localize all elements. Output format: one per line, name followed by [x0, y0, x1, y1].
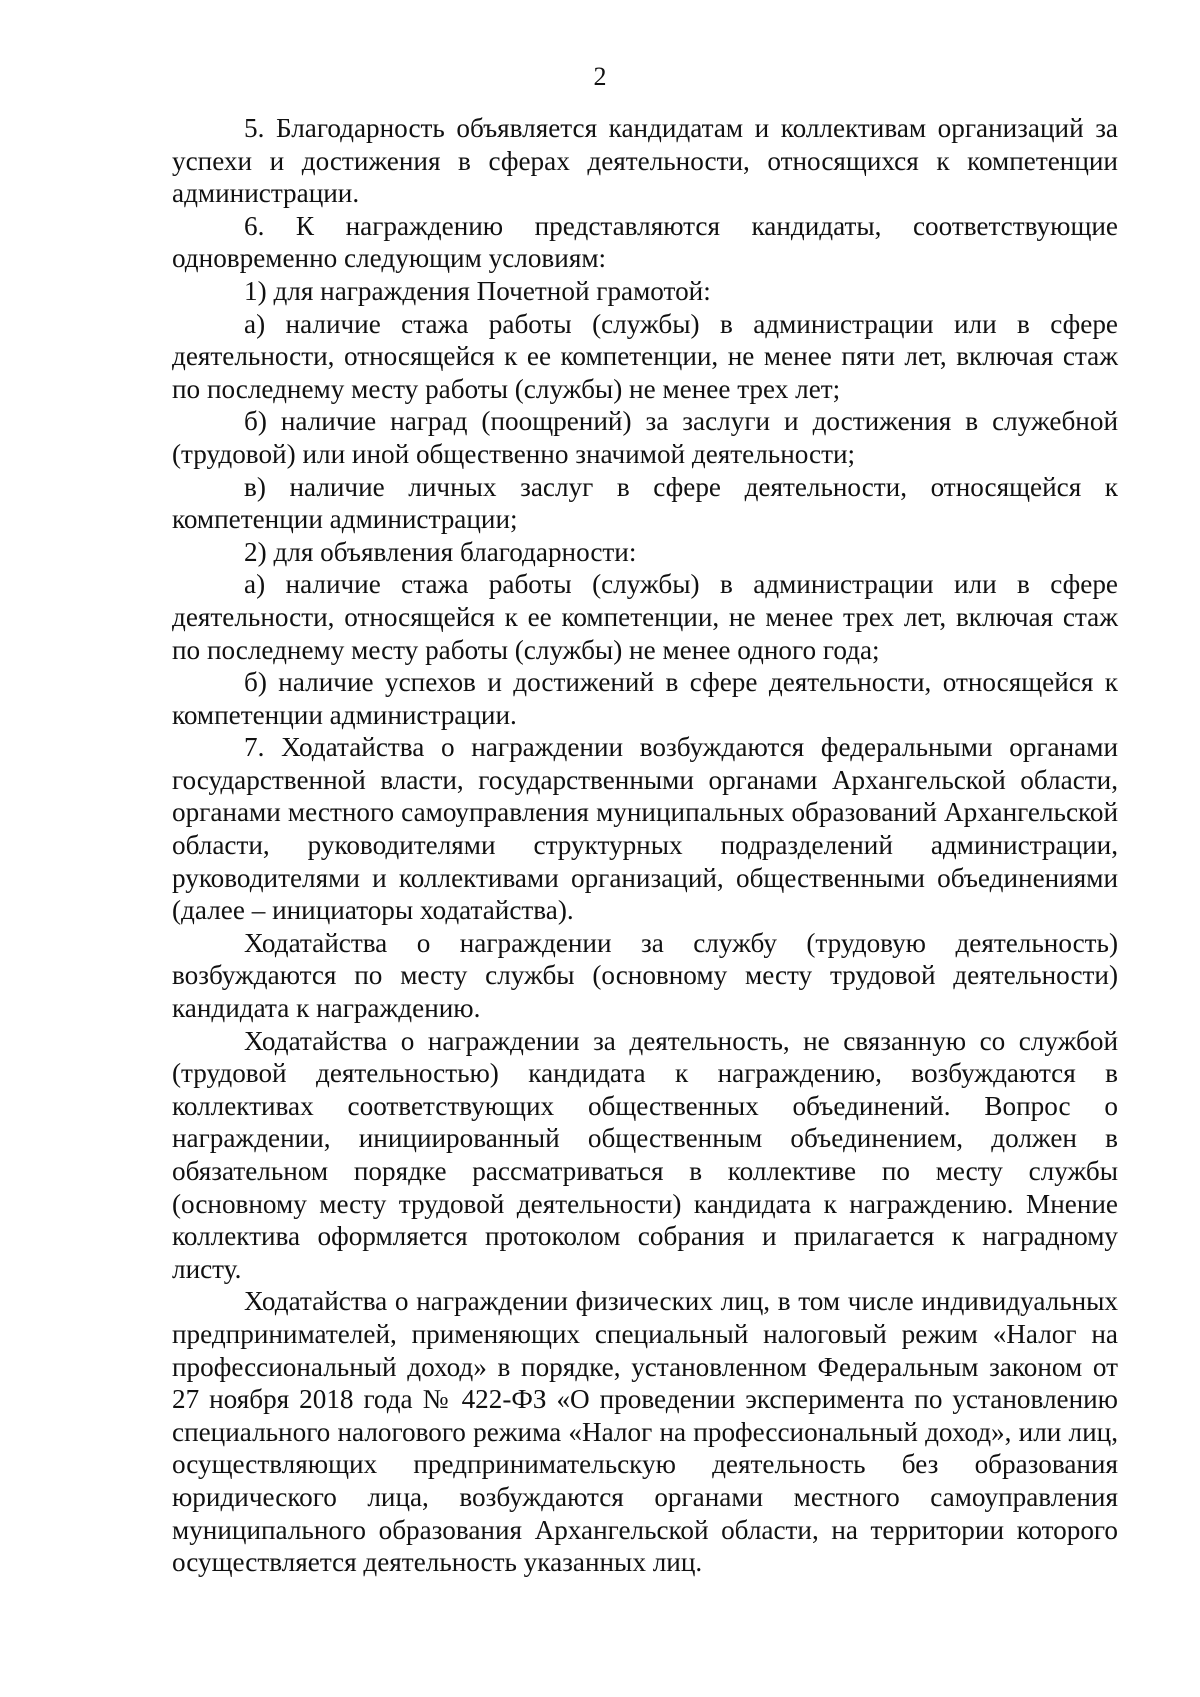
paragraph-7-service: Ходатайства о награждении за службу (трудовую деятельность) возбуждаются по месту службы (основному месту трудовой деятельности) кандидата к награждению.	[172, 927, 1118, 1024]
paragraph-7-public: Ходатайства о награждении за деятельность, не связанную со службой (трудовой деятельностью) кандидата к награждению, возбуждаются в коллективах соответствующих общественных объединений. Вопрос о награждении, инициированный общественным объединением, должен в обязательном порядке рассматриваться в коллективе по месту службы (основному месту трудовой деятельности) кандидата к награждению. Мнение коллектива оформляется протоколом собрания и прилагается к наградному листу.	[172, 1025, 1118, 1284]
paragraph-6-item-2a: а) наличие стажа работы (службы) в администрации или в сфере деятельности, относящейся к ее компетенции, не менее трех лет, включая стаж по последнему месту работы (службы) не менее одного года;	[172, 569, 1118, 665]
paragraph-6-item-1b: б) наличие наград (поощрений) за заслуги и достижения в служебной (трудовой) или иной общественно значимой деятельности;	[172, 406, 1118, 469]
paragraph-7: 7. Ходатайства о награждении возбуждаются федеральными органами государственной власти, государственными органами Архангельской области, органами местного самоуправления муниципальных образований Архангельской области, руководителями структурных подразделений администрации, руководителями и коллективами организаций, общественными объединениями (далее – инициаторы ходатайства).	[172, 732, 1118, 926]
paragraph-6-item-1: 1) для награждения Почетной грамотой:	[244, 275, 711, 306]
paragraph-6-item-2: 2) для объявления благодарности:	[244, 536, 637, 567]
page-number: 2	[593, 62, 607, 91]
paragraph-5: 5. Благодарность объявляется кандидатам и коллективам организаций за успехи и достижения в сферах деятельности, относящихся к компетенции администрации.	[172, 113, 1118, 209]
paragraph-7-individuals: Ходатайства о награждении физических лиц, в том числе индивидуальных предпринимателей, применяющих специальный налоговый режим «Налог на профессиональный доход» в порядке, установленном Федеральным законом от 27 ноября 2018 года № 422-ФЗ «О проведении эксперимента по установлению специального налогового режима «Налог на профессиональный доход», или лиц, осуществляющих предпринимательскую деятельность без образования юридического лица, возбуждаются органами местного самоуправления муниципального образования Архангельской области, на территории которого осуществляется деятельность указанных лиц.	[172, 1286, 1118, 1578]
paragraph-6-item-2b: б) наличие успехов и достижений в сфере деятельности, относящейся к компетенции администрации.	[172, 667, 1118, 730]
paragraph-6: 6. К награждению представляются кандидаты, соответствующие одновременно следующим условиям:	[172, 210, 1118, 274]
document-body	[172, 112, 1118, 1579]
paragraph-6-item-1a: а) наличие стажа работы (службы) в администрации или в сфере деятельности, относящейся к ее компетенции, не менее пяти лет, включая стаж по последнему месту работы (службы) не менее трех лет;	[172, 308, 1118, 404]
paragraph-6-item-1c: в) наличие личных заслуг в сфере деятельности, относящейся к компетенции администрации;	[172, 471, 1118, 535]
